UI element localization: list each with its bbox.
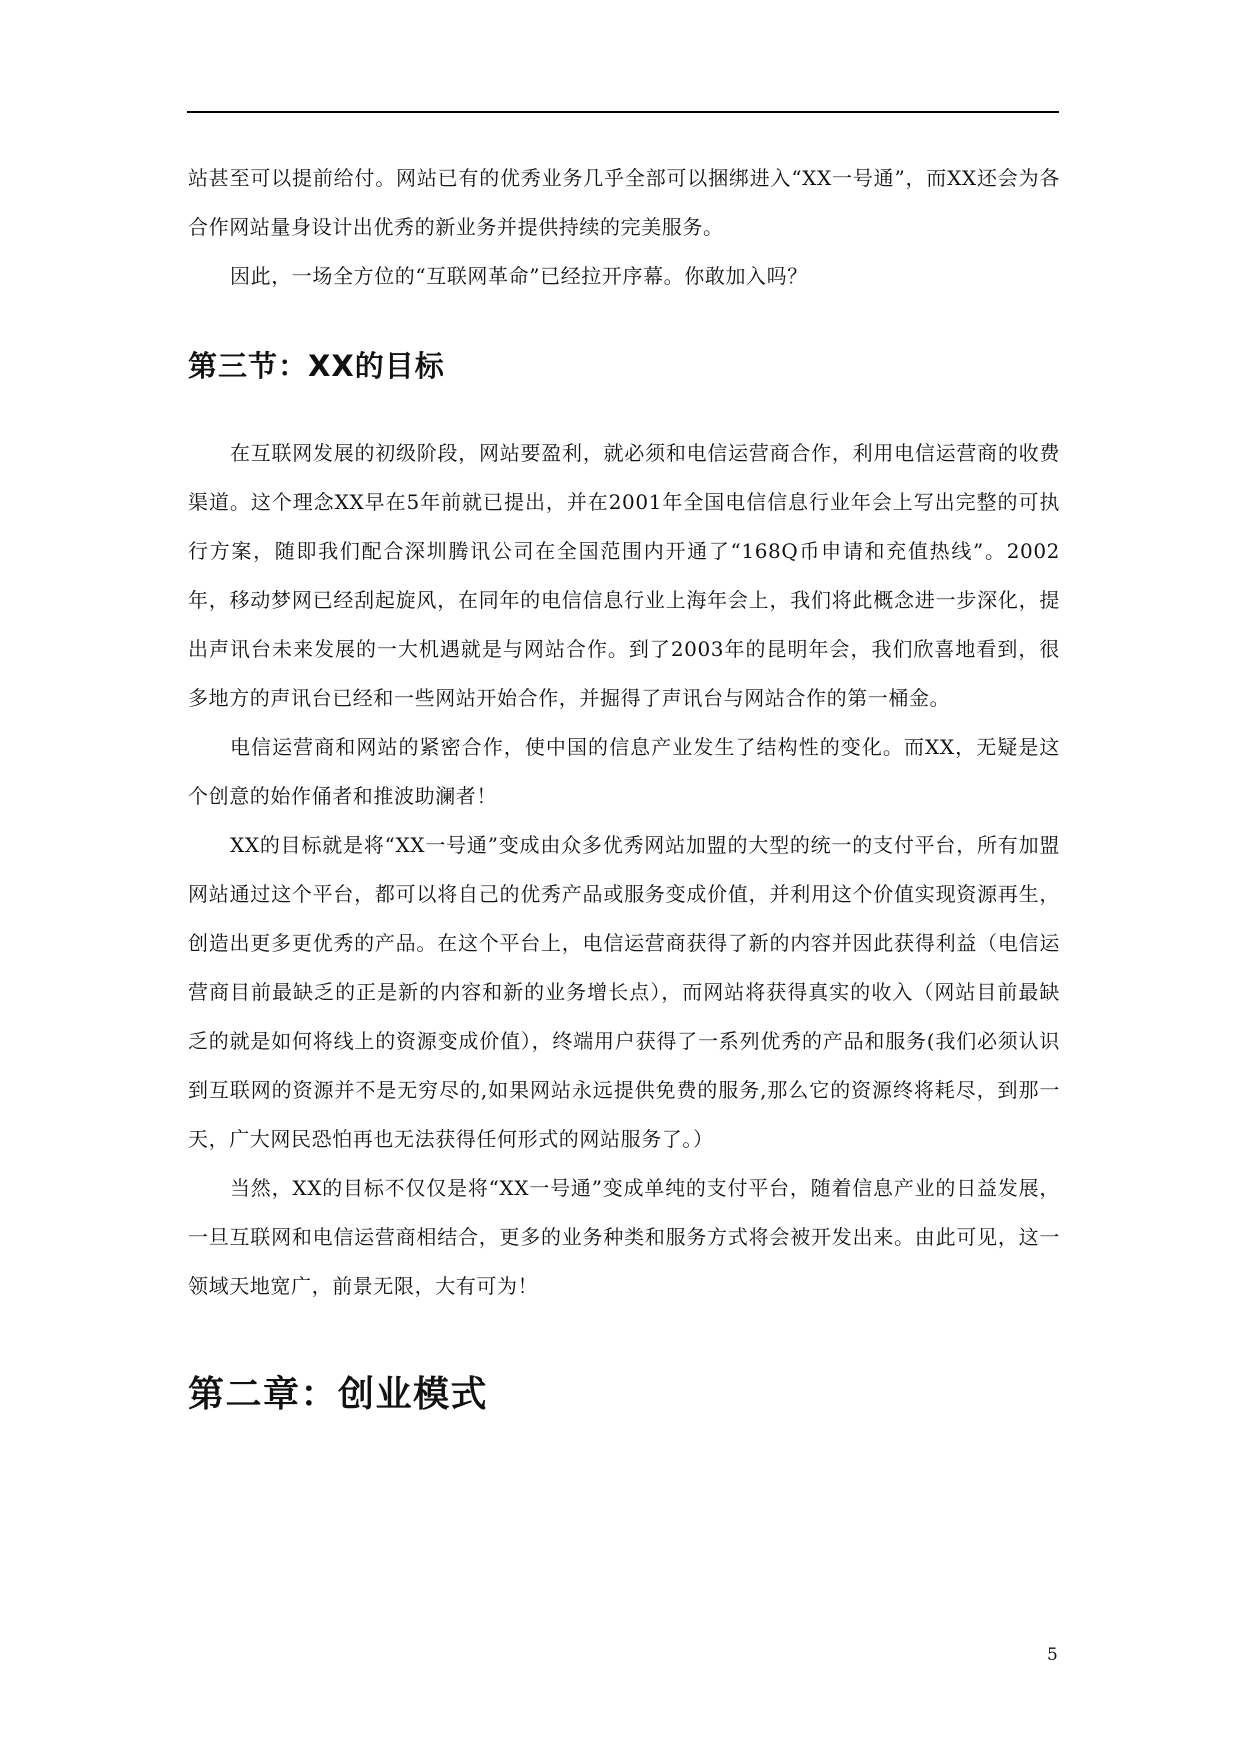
paragraph-cooperation: 电信运营商和网站的紧密合作，使中国的信息产业发生了结构性的变化。而XX，无疑是这个创意的始作俑者和推波助澜者！ bbox=[188, 735, 1060, 808]
page-content bbox=[188, 154, 1060, 1419]
paragraph-outlook: 当然，XX的目标不仅仅是将“XX一号通”变成单纯的支付平台，随着信息产业的日益发展，一旦互联网和电信运营商相结合，更多的业务种类和服务方式将会被开发出来。由此可见，这一领域天地宽广，前景无限，大有可为！ bbox=[188, 1176, 1060, 1298]
chapter-heading: 第二章：创业模式 bbox=[188, 1374, 489, 1415]
header-rule bbox=[187, 111, 1059, 113]
paragraph-revolution: 因此，一场全方位的“互联网革命”已经拉开序幕。你敢加入吗？ bbox=[230, 264, 808, 288]
paragraph-history: 在互联网发展的初级阶段，网站要盈利，就必须和电信运营商合作，利用电信运营商的收费渠道。这个理念XX早在5年前就已提出，并在2001年全国电信信息行业年会上写出完整的可执行方案，随即我们配合深圳腾讯公司在全国范围内开通了“168Q币申请和充值热线”。2002年，移动梦网已经刮起旋风，在同年的电信信息行业上海年会上，我们将此概念进一步深化，提出声讯台未来发展的一大机遇就是与网站合作。到了2003年的昆明年会，我们欣喜地看到，很多地方的声讯台已经和一些网站开始合作，并掘得了声讯台与网站合作的第一桶金。 bbox=[188, 441, 1060, 710]
page-number: 5 bbox=[1047, 1645, 1058, 1665]
paragraph-goal: XX的目标就是将“XX一号通”变成由众多优秀网站加盟的大型的统一的支付平台，所有加盟网站通过这个平台，都可以将自己的优秀产品或服务变成价值，并利用这个价值实现资源再生，创造出更多更优秀的产品。在这个平台上，电信运营商获得了新的内容并因此获得利益（电信运营商目前最缺乏的正是新的内容和新的业务增长点），而网站将获得真实的收入（网站目前最缺乏的就是如何将线上的资源变成价值），终端用户获得了一系列优秀的产品和服务(我们必须认识到互联网的资源并不是无穷尽的,如果网站永远提供免费的服务,那么它的资源终将耗尽，到那一天，广大网民恐怕再也无法获得任何形式的网站服务了。） bbox=[188, 833, 1060, 1151]
paragraph-continuation: 站甚至可以提前给付。网站已有的优秀业务几乎全部可以捆绑进入“XX一号通”，而XX还会为各合作网站量身设计出优秀的新业务并提供持续的完美服务。 bbox=[188, 166, 1060, 239]
section-heading: 第三节：XX的目标 bbox=[188, 349, 445, 383]
